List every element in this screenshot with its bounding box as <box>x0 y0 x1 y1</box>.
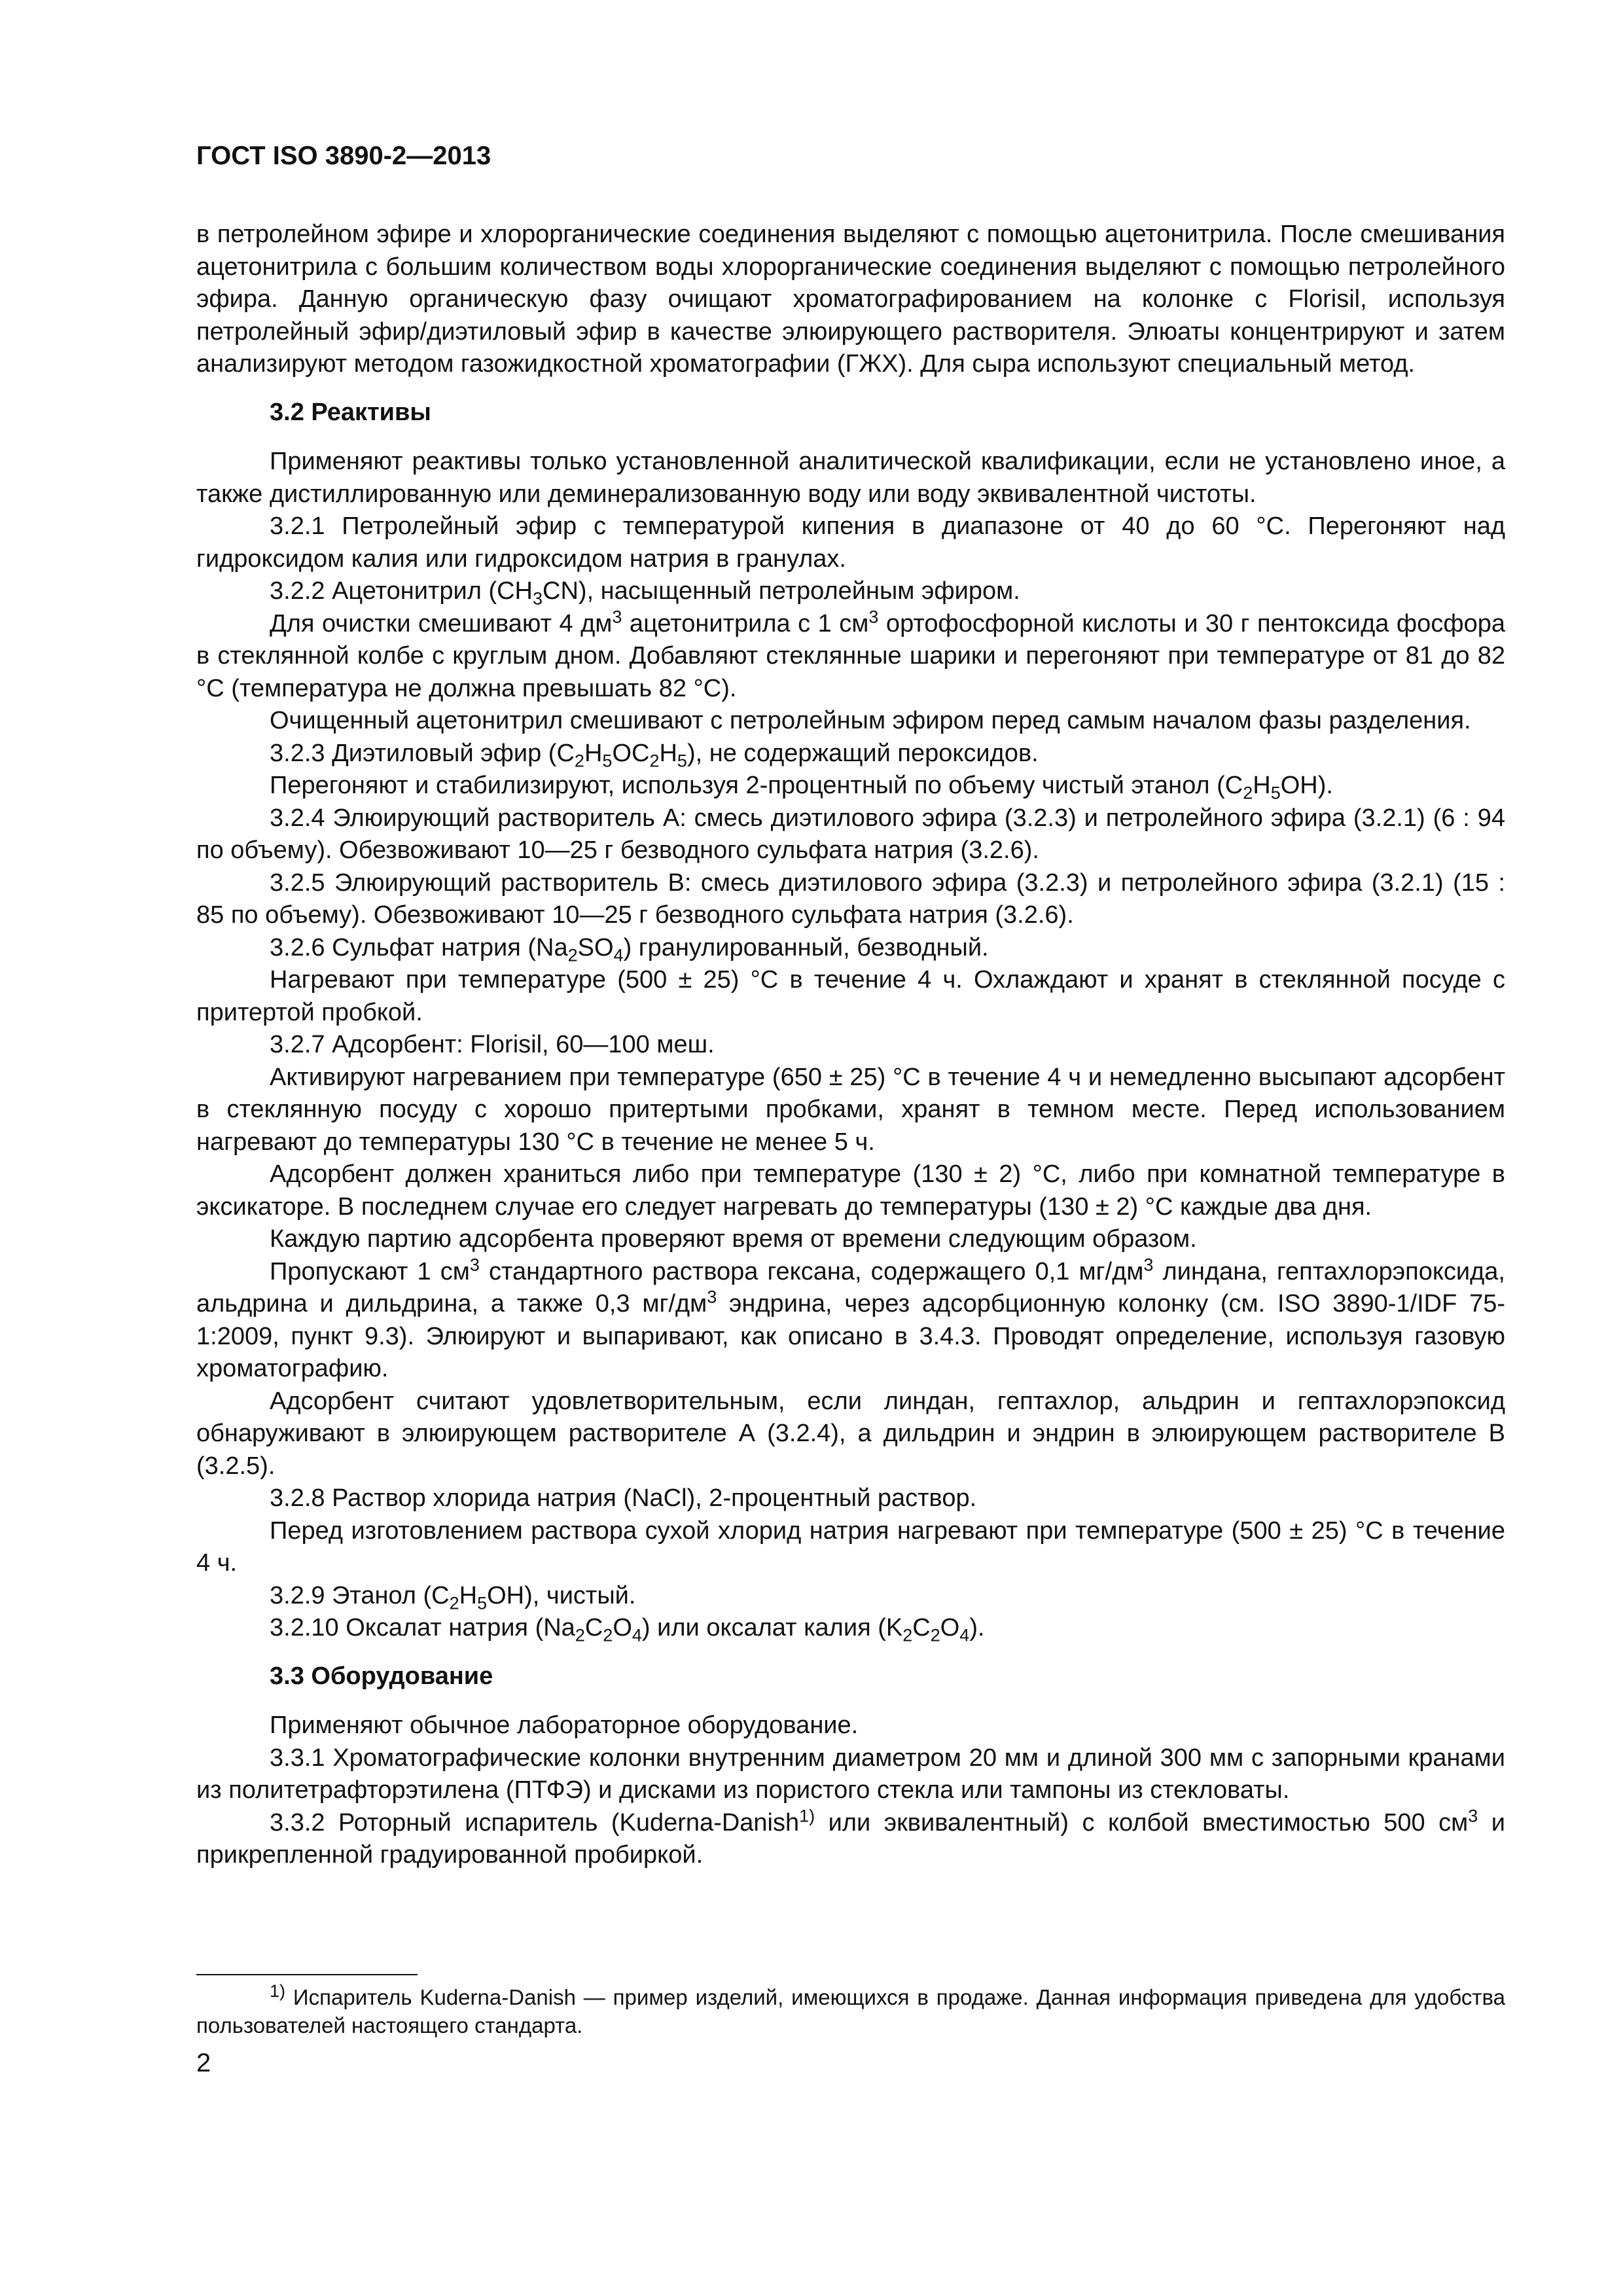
superscript: 3 <box>707 1287 717 1307</box>
subscript: 4 <box>959 1625 970 1645</box>
text-run: C <box>584 1614 603 1641</box>
subscript: 5 <box>677 751 687 771</box>
paragraph-3-3-2 <box>196 1807 1505 1872</box>
paragraph-adsorbent-storage: Адсорбент должен храниться либо при температуре (130 ± 2) °С, либо при комнатной температуре в эксикаторе. В последнем случае его следует нагревать до температуры (130 ± 2) °С каждые два дня. <box>196 1160 1505 1221</box>
subscript: 2 <box>574 751 584 771</box>
footnote <box>196 1983 1505 2039</box>
paragraph-3-2-8: 3.2.8 Раствор хлорида натрия (NaCl), 2-процентный раствор. <box>270 1484 977 1512</box>
text-run: OH), чистый. <box>487 1581 636 1609</box>
text-run: CN), насыщенный петролейным эфиром. <box>543 577 1020 605</box>
text-run: 3.3.2 Роторный испаритель (Kuderna-Danish <box>270 1808 800 1837</box>
paragraph-equipment-intro: Применяют обычное лабораторное оборудование. <box>270 1712 859 1739</box>
paragraph-3-2-2 <box>196 575 1505 608</box>
text-run: 3.2.9 Этанол (C <box>270 1581 450 1609</box>
paragraph-adsorbent-activation: Активируют нагреванием при температуре (650 ± 25) °С в течение 4 ч и немедленно высыпают адсорбент в стеклянную посуду с хорошо притертыми пробками, хранят в темном месте. Перед использованием нагревают до температуры 130 °С в течение не менее 5 ч. <box>196 1063 1505 1156</box>
text-run: SO <box>577 933 614 961</box>
paragraph-3-3-1: 3.3.1 Хроматографические колонки внутренним диаметром 20 мм и длиной 300 мм с запорными кранами из политетрафторэтилена (ПТФЭ) и дисками из пористого стекла или тампоны из стекловаты. <box>196 1744 1505 1804</box>
paragraph-3-2-3 <box>196 738 1505 770</box>
text-run: H <box>1253 772 1271 799</box>
paragraph-adsorbent-test <box>196 1256 1505 1386</box>
document-header: ГОСТ ISO 3890-2—2013 <box>196 141 491 170</box>
paragraph-3-2-4: 3.2.4 Элюирующий растворитель А: смесь диэтилового эфира (3.2.3) и петролейного эфира (3.2.1) (6 : 94 по объему). Обезвоживают 10—25 г безводного сульфата натрия (3.2.6). <box>196 804 1505 864</box>
text-run: H <box>659 739 677 767</box>
page-number: 2 <box>196 2049 211 2077</box>
paragraph-3-2-5: 3.2.5 Элюирующий растворитель В: смесь диэтилового эфира (3.2.3) и петролейного эфира (3.2.1) (15 : 85 по объему). Обезвоживают 10—25 г безводного сульфата натрия (3.2.6). <box>196 869 1505 929</box>
text-run: Перегоняют и стабилизируют, используя 2-процентный по объему чистый этанол (C <box>270 772 1243 799</box>
text-run: и прикрепленной градуированной пробиркой. <box>196 1808 1505 1869</box>
text-run: линдана, гептахлорэпоксида, альдрина и дильдрина, а также 0,3 мг/дм <box>196 1257 1505 1318</box>
paragraph-acetonitrile-mixing: Очищенный ацетонитрил смешивают с петролейным эфиром перед самым началом фазы разделения. <box>270 707 1471 734</box>
footnote-mark: 1) <box>270 1981 286 2001</box>
subscript: 3 <box>533 588 543 609</box>
text-run: 3.2.2 Ацетонитрил (CH <box>270 577 533 605</box>
subscript: 2 <box>930 1625 940 1645</box>
subscript: 5 <box>1270 783 1281 803</box>
subscript: 2 <box>449 1593 459 1613</box>
text-run: ) гранулированный, безводный. <box>623 933 989 961</box>
text-run: OC <box>612 739 650 767</box>
text-run: 3.2.10 Оксалат натрия (Na <box>270 1614 575 1641</box>
text-run: Пропускают 1 см <box>270 1257 470 1285</box>
text-run: OH). <box>1280 772 1333 799</box>
section-heading-equipment: 3.3 Оборудование <box>270 1662 493 1690</box>
paragraph-3-2-1: 3.2.1 Петролейный эфир с температурой кипения в диапазоне от 40 до 60 °С. Перегоняют над гидроксидом калия или гидроксидом натрия в гранулах. <box>196 512 1505 573</box>
subscript: 2 <box>567 945 578 965</box>
text-run: O <box>613 1614 632 1641</box>
subscript: 5 <box>602 751 613 771</box>
text-run: ) или оксалат калия (K <box>641 1614 903 1641</box>
paragraph-acetonitrile-purification <box>196 608 1505 706</box>
text-run: 3.2.3 Диэтиловый эфир (C <box>270 739 575 767</box>
text-run: O <box>940 1614 960 1641</box>
section-heading-reagents: 3.2 Реактивы <box>270 398 431 426</box>
paragraph-sulfate-heating: Нагревают при температуре (500 ± 25) °С в течение 4 ч. Охлаждают и хранят в стеклянной посуде с притертой пробкой. <box>196 966 1505 1026</box>
text-run: H <box>459 1581 478 1609</box>
paragraph-intro: в петролейном эфире и хлорорганические соединения выделяют с помощью ацетонитрила. После смешивания ацетонитрила с большим количеством воды хлорорганические соединения выделяют с помощью петролейного эфира. Данную органическую фазу очищают хроматографированием на колонке с Florisil, используя петролейный эфир/диэтиловый эфир в качестве элюирующего растворителя. Элюаты концентрируют и затем анализируют методом газожидкостной хроматографии (ГЖХ). Для сыра используют специальный метод. <box>196 221 1505 378</box>
superscript: 3 <box>612 606 622 626</box>
subscript: 2 <box>902 1625 913 1645</box>
superscript: 3 <box>1468 1805 1478 1825</box>
text-run: C <box>912 1614 931 1641</box>
paragraph-reagents-intro: Применяют реактивы только установленной аналитической квалификации, если не установлено иное, а также дистиллированную или деминерализованную воду или воду эквивалентной чистоты. <box>196 448 1505 508</box>
footnote-ref: 1) <box>799 1805 815 1825</box>
paragraph-ether-stabilization <box>196 770 1505 802</box>
footnote-text: Испаритель Kuderna-Danish — пример изделий, имеющихся в продаже. Данная информация приведена для удобства пользователей настоящего стандарта. <box>196 1985 1505 2037</box>
paragraph-3-2-7: 3.2.7 Адсорбент: Florisil, 60—100 меш. <box>270 1031 715 1058</box>
text-run: 3.2.6 Сульфат натрия (Na <box>270 933 568 961</box>
document-body <box>196 219 1505 1872</box>
subscript: 2 <box>575 1625 585 1645</box>
subscript: 2 <box>649 751 660 771</box>
paragraph-3-2-10 <box>196 1612 1505 1645</box>
text-run: ), не содержащий пероксидов. <box>687 739 1039 767</box>
subscript: 4 <box>632 1625 642 1645</box>
superscript: 3 <box>868 606 879 626</box>
text-run: ). <box>969 1614 985 1641</box>
paragraph-nacl-heating: Перед изготовлением раствора сухой хлорид натрия нагревают при температуре (500 ± 25) °С в течение 4 ч. <box>196 1516 1505 1577</box>
text-run: ортофосфорной кислоты и 30 г пентоксида фосфора в стеклянной колбе с круглым дном. Добавляют стеклянные шарики и перегоняют при температуре от 81 до 82 °С (температура не должна превышать 82 °С). <box>196 609 1505 702</box>
subscript: 2 <box>603 1625 613 1645</box>
text-run: H <box>584 739 603 767</box>
text-run: стандартного раствора гексана, содержащего 0,1 мг/дм <box>479 1257 1144 1285</box>
text-run: эндрина, через адсорбционную колонку (см. ISO 3890-1/IDF 75-1:2009, пункт 9.3). Элюируют и выпаривают, как описано в 3.4.3. Проводят определение, используя газовую хроматографию. <box>196 1290 1505 1382</box>
text-run: Для очистки смешивают 4 дм <box>270 609 613 637</box>
text-run: ацетонитрила с 1 см <box>622 609 869 637</box>
page <box>196 137 1505 1872</box>
paragraph-adsorbent-criteria: Адсорбент считают удовлетворительным, если линдан, гептахлор, альдрин и гептахлорэпоксид обнаруживают в элюирующем растворителе А (3.2.4), а дильдрин и эндрин в элюирующем растворителе В (3.2.5). <box>196 1387 1505 1480</box>
paragraph-adsorbent-check: Каждую партию адсорбента проверяют время от времени следующим образом. <box>270 1225 1197 1253</box>
footnote-divider <box>196 1974 418 1975</box>
paragraph-3-2-6 <box>196 932 1505 965</box>
subscript: 5 <box>477 1593 488 1613</box>
subscript: 4 <box>613 945 624 965</box>
superscript: 3 <box>1143 1254 1154 1274</box>
superscript: 3 <box>469 1254 480 1274</box>
subscript: 2 <box>1243 783 1253 803</box>
text-run: или эквивалентный) с колбой вместимостью 500 см <box>815 1808 1469 1837</box>
paragraph-3-2-9 <box>196 1580 1505 1613</box>
